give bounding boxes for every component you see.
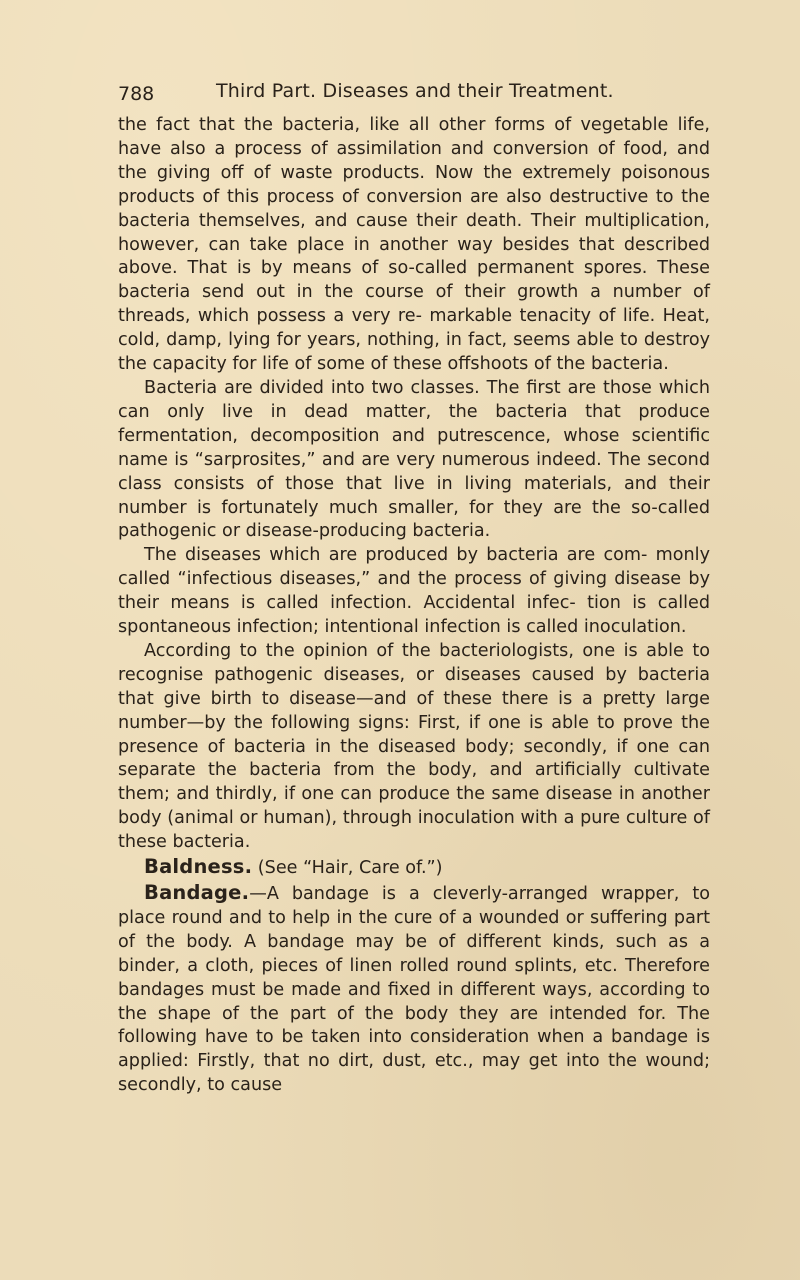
entry-text-baldness: (See “Hair, Care of.”) (252, 858, 443, 879)
running-title: Third Part. Diseases and their Treatment. (216, 80, 614, 102)
entry-headword-baldness: Baldness. (144, 855, 253, 879)
page-header (118, 73, 708, 109)
page-number: 788 (118, 83, 155, 105)
page-body (118, 114, 710, 1098)
entry-text-bandage: —A bandage is a cleverly-arranged wrapper, to place round and to help in the cure of a wounded or suffering part of the body. A bandage may be of different kinds, such as a binder, a cloth, pieces of linen rolled round splints, etc. Therefore bandages must be made and fixed in different ways, according to the shape of the part of the body they are intended for. The following have to be taken into consideration when a bandage is applied: Firstly, that no dirt, dust, etc., may get into the wound; secondly, to cause (118, 884, 710, 1096)
entry-bandage (118, 881, 710, 1098)
entry-baldness (118, 855, 710, 881)
paragraph-bacteria-classes: Bacteria are divided into two classes. The first are those which can only live in dead matter, the bacteria that produce fermentation, decomposition and putrescence, whose scientific name is “sarprosites,” and are very numerous indeed. The second class consists of those that live in living materials, and their number is fortunately much smaller, for they are the so-called pathogenic or disease-producing bacteria. (118, 377, 710, 542)
paragraph-infectious-diseases: The diseases which are produced by bacteria are com- monly called “infectious diseases,” and the process of giving disease by their means is called infection. Accidental infec- tion is called spontaneous infection; intentional infection is called inoculation. (118, 545, 710, 638)
paragraph-continuation: the fact that the bacteria, like all other forms of vegetable life, have also a process of assimilation and conversion of food, and the giving off of waste products. Now the extremely poisonous products of this process of conversion are also destructive to the bacteria themselves, and cause their death. Their multiplication, however, can take place in another way besides that described above. That is by means of so-called permanent spores. These bacteria send out in the course of their growth a number of threads, which possess a very re- markable tenacity of life. Heat, cold, damp, lying for years, nothing, in fact, seems able to destroy the capacity for life of some of these offshoots of the bacteria. (118, 115, 710, 375)
entry-headword-bandage: Bandage. (144, 881, 250, 904)
paragraph-bacteriologists: According to the opinion of the bacteriologists, one is able to recognise pathogenic diseases, or diseases caused by bacteria that give birth to disease—and of these there is a pretty large number—by the following signs: First, if one is able to prove the presence of bacteria in the diseased body; secondly, if one can separate the bacteria from the body, and artificially cultivate them; and thirdly, if one can produce the same disease in another body (animal or human), through inoculation with a pure culture of these bacteria. (118, 640, 710, 853)
